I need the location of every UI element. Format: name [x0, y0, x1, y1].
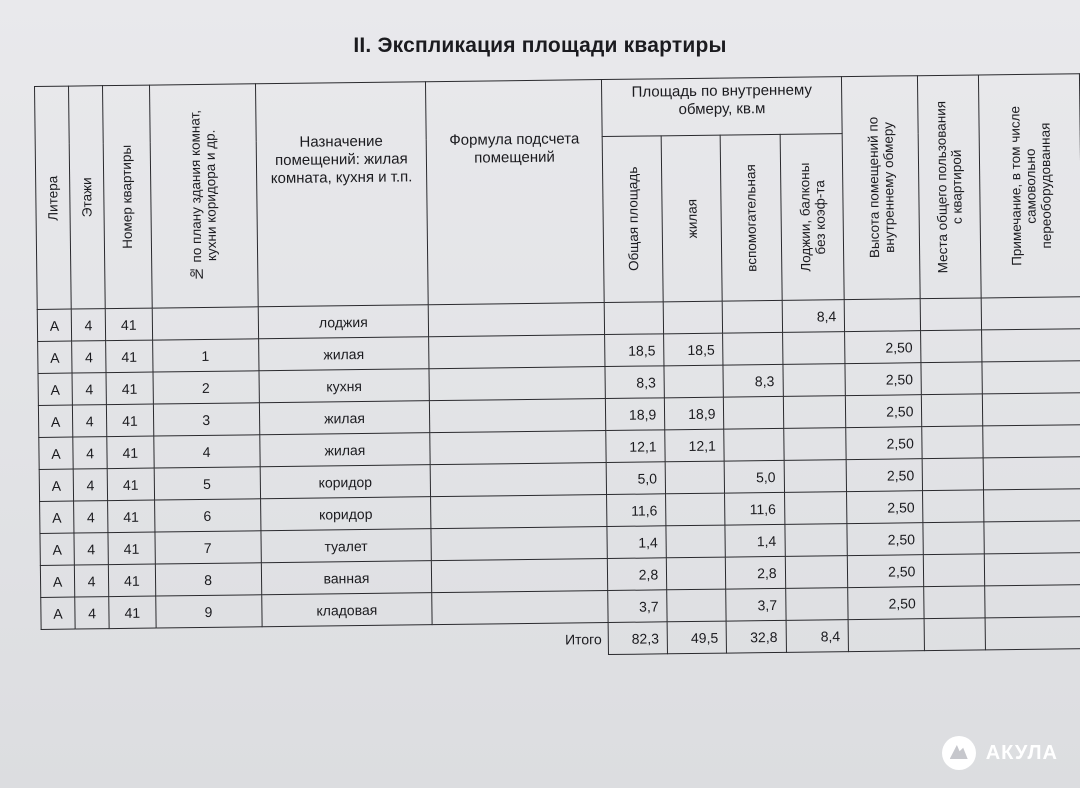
cell-naznachenie: туалет [261, 529, 432, 563]
cell-mesta [921, 330, 982, 363]
cell-mesta [922, 458, 983, 491]
cell-vysota: 2,50 [847, 491, 923, 524]
cell-lodzhii [783, 364, 846, 397]
cell-litera: А [39, 437, 73, 469]
cell-obshaya: 12,1 [606, 430, 666, 463]
cell-vspomog: 2,8 [726, 556, 786, 589]
cell-zhilaya [665, 461, 725, 494]
header-nomer-po-planu: № по плану здания комнат, кухни коридора и др. [149, 84, 258, 308]
cell-primechanie [983, 457, 1080, 490]
cell-lodzhii [784, 460, 847, 493]
cell-obshaya: 5,0 [606, 462, 666, 495]
total-empty-vysota [848, 619, 924, 652]
total-zhilaya: 49,5 [667, 621, 727, 654]
cell-naznachenie: кладовая [261, 593, 432, 627]
cell-litera: А [38, 373, 72, 405]
watermark [942, 736, 1058, 770]
cell-vysota: 2,50 [845, 363, 921, 396]
cell-lodzhii [783, 428, 846, 461]
cell-formula [432, 591, 608, 625]
cell-primechanie [983, 425, 1080, 458]
cell-litera: А [41, 597, 75, 629]
total-empty-primechanie [985, 617, 1080, 650]
total-lodzhii: 8,4 [786, 620, 849, 653]
cell-naznachenie: жилая [259, 433, 430, 467]
cell-naznachenie: жилая [259, 401, 430, 435]
cell-kv: 41 [106, 372, 153, 405]
cell-kv: 41 [108, 500, 155, 533]
cell-lodzhii [785, 588, 848, 621]
cell-obshaya: 18,5 [604, 334, 664, 367]
cell-n: 1 [152, 339, 258, 372]
shark-logo-icon [942, 736, 976, 770]
cell-formula [430, 463, 606, 497]
cell-lodzhii [783, 396, 846, 429]
cell-formula [430, 399, 606, 433]
header-primechanie: Примечание, в том числе самовольно переоборудованная [979, 74, 1080, 298]
cell-etazh: 4 [75, 597, 109, 629]
cell-zhilaya: 12,1 [665, 429, 725, 462]
header-obshaya: Общая площадь [602, 136, 663, 302]
cell-n [152, 307, 258, 340]
header-lodzhii: Лоджии, балконы без коэф-та [780, 134, 845, 301]
cell-obshaya: 2,8 [607, 558, 667, 591]
cell-vspomog: 11,6 [725, 492, 785, 525]
cell-etazh: 4 [71, 309, 105, 341]
cell-vysota: 2,50 [846, 395, 922, 428]
total-obshaya: 82,3 [608, 622, 668, 655]
cell-primechanie [984, 489, 1080, 522]
cell-mesta [922, 394, 983, 427]
cell-litera: А [37, 309, 71, 341]
cell-kv: 41 [109, 596, 156, 629]
header-zhilaya: жилая [661, 135, 722, 301]
cell-lodzhii [785, 556, 848, 589]
cell-vspomog [723, 332, 783, 365]
cell-n: 2 [153, 371, 259, 404]
cell-formula [432, 559, 608, 593]
cell-vspomog: 8,3 [723, 364, 783, 397]
cell-mesta [921, 362, 982, 395]
header-vysota: Высота помещений по внутреннему обмеру [842, 76, 921, 300]
cell-vysota: 2,50 [846, 459, 922, 492]
header-naznachenie: Назначение помещений: жилая комната, кухня и т.п. [255, 82, 428, 307]
cell-litera: А [40, 533, 74, 565]
cell-primechanie [982, 297, 1080, 330]
cell-vysota [845, 299, 921, 332]
cell-obshaya: 8,3 [605, 366, 665, 399]
cell-etazh: 4 [74, 533, 108, 565]
cell-primechanie [982, 361, 1080, 394]
cell-litera: А [40, 501, 74, 533]
header-nomer-kvartiry: Номер квартиры [103, 85, 152, 309]
cell-mesta [924, 586, 985, 619]
cell-mesta [924, 554, 985, 587]
cell-vspomog: 5,0 [725, 460, 785, 493]
cell-formula [429, 335, 605, 369]
cell-vysota: 2,50 [847, 523, 923, 556]
cell-kv: 41 [105, 308, 152, 341]
cell-etazh: 4 [73, 469, 107, 501]
cell-litera: А [39, 469, 73, 501]
header-formula: Формула подсчета помещений [426, 80, 604, 305]
cell-kv: 41 [107, 404, 154, 437]
cell-mesta [922, 426, 983, 459]
total-empty-mesta [924, 618, 985, 651]
cell-etazh: 4 [72, 405, 106, 437]
cell-formula [431, 495, 607, 529]
cell-vysota: 2,50 [845, 331, 921, 364]
cell-primechanie [985, 585, 1080, 618]
total-vspomog: 32,8 [726, 620, 786, 653]
header-vspomog: вспомогательная [721, 135, 782, 301]
cell-obshaya [604, 302, 664, 335]
cell-mesta [921, 298, 982, 331]
cell-litera: А [38, 341, 72, 373]
cell-naznachenie: коридор [260, 497, 431, 531]
cell-vspomog: 1,4 [725, 524, 785, 557]
cell-litera: А [38, 405, 72, 437]
cell-mesta [923, 490, 984, 523]
cell-primechanie [984, 521, 1080, 554]
cell-n: 9 [155, 595, 261, 628]
cell-primechanie [983, 393, 1080, 426]
cell-obshaya: 18,9 [605, 398, 665, 431]
header-etazhi: Этажи [69, 86, 106, 309]
cell-obshaya: 3,7 [608, 590, 668, 623]
explication-table [34, 73, 1080, 662]
cell-zhilaya: 18,5 [664, 333, 724, 366]
cell-kv: 41 [108, 532, 155, 565]
cell-kv: 41 [108, 564, 155, 597]
watermark-text: АКУЛА [985, 741, 1058, 764]
cell-vspomog [724, 396, 784, 429]
cell-etazh: 4 [72, 341, 106, 373]
cell-vspomog [724, 428, 784, 461]
cell-obshaya: 1,4 [607, 526, 667, 559]
cell-lodzhii [785, 524, 848, 557]
cell-zhilaya [666, 557, 726, 590]
cell-n: 6 [154, 499, 260, 532]
cell-zhilaya [664, 365, 724, 398]
cell-formula [429, 367, 605, 401]
cell-vspomog [723, 300, 783, 333]
cell-lodzhii [782, 332, 845, 365]
explication-table-sheet [34, 73, 1080, 662]
document-title: II. Экспликация площади квартиры [353, 34, 727, 57]
table-body [37, 297, 1080, 662]
cell-vysota: 2,50 [848, 587, 924, 620]
cell-vysota: 2,50 [846, 427, 922, 460]
cell-zhilaya [666, 493, 726, 526]
cell-mesta [923, 522, 984, 555]
cell-formula [429, 303, 605, 337]
cell-zhilaya [663, 301, 723, 334]
cell-n: 5 [154, 467, 260, 500]
cell-naznachenie: коридор [260, 465, 431, 499]
cell-etazh: 4 [74, 565, 108, 597]
cell-kv: 41 [106, 340, 153, 373]
cell-n: 4 [153, 435, 259, 468]
header-mesta: Места общего пользования с квартирой [918, 75, 982, 299]
total-label: Итого [564, 630, 602, 648]
cell-naznachenie: ванная [261, 561, 432, 595]
cell-etazh: 4 [72, 373, 106, 405]
cell-n: 7 [155, 531, 261, 564]
cell-lodzhii: 8,4 [782, 300, 845, 333]
cell-n: 3 [153, 403, 259, 436]
cell-n: 8 [155, 563, 261, 596]
cell-zhilaya [667, 589, 727, 622]
cell-primechanie [985, 553, 1080, 586]
cell-obshaya: 11,6 [606, 494, 666, 527]
cell-naznachenie: лоджия [258, 305, 429, 339]
cell-zhilaya [666, 525, 726, 558]
cell-naznachenie: кухня [259, 369, 430, 403]
cell-kv: 41 [107, 468, 154, 501]
header-litera: Литера [35, 86, 72, 309]
cell-etazh: 4 [73, 437, 107, 469]
cell-lodzhii [784, 492, 847, 525]
cell-vysota: 2,50 [848, 555, 924, 588]
cell-kv: 41 [107, 436, 154, 469]
cell-formula [431, 527, 607, 561]
cell-formula [430, 431, 606, 465]
cell-naznachenie: жилая [258, 337, 429, 371]
cell-primechanie [982, 329, 1080, 362]
cell-etazh: 4 [74, 501, 108, 533]
cell-vspomog: 3,7 [726, 588, 786, 621]
cell-zhilaya: 18,9 [665, 397, 725, 430]
cell-litera: А [40, 565, 74, 597]
header-ploshad-group: Площадь по внутреннему обмеру, кв.м [601, 77, 842, 137]
